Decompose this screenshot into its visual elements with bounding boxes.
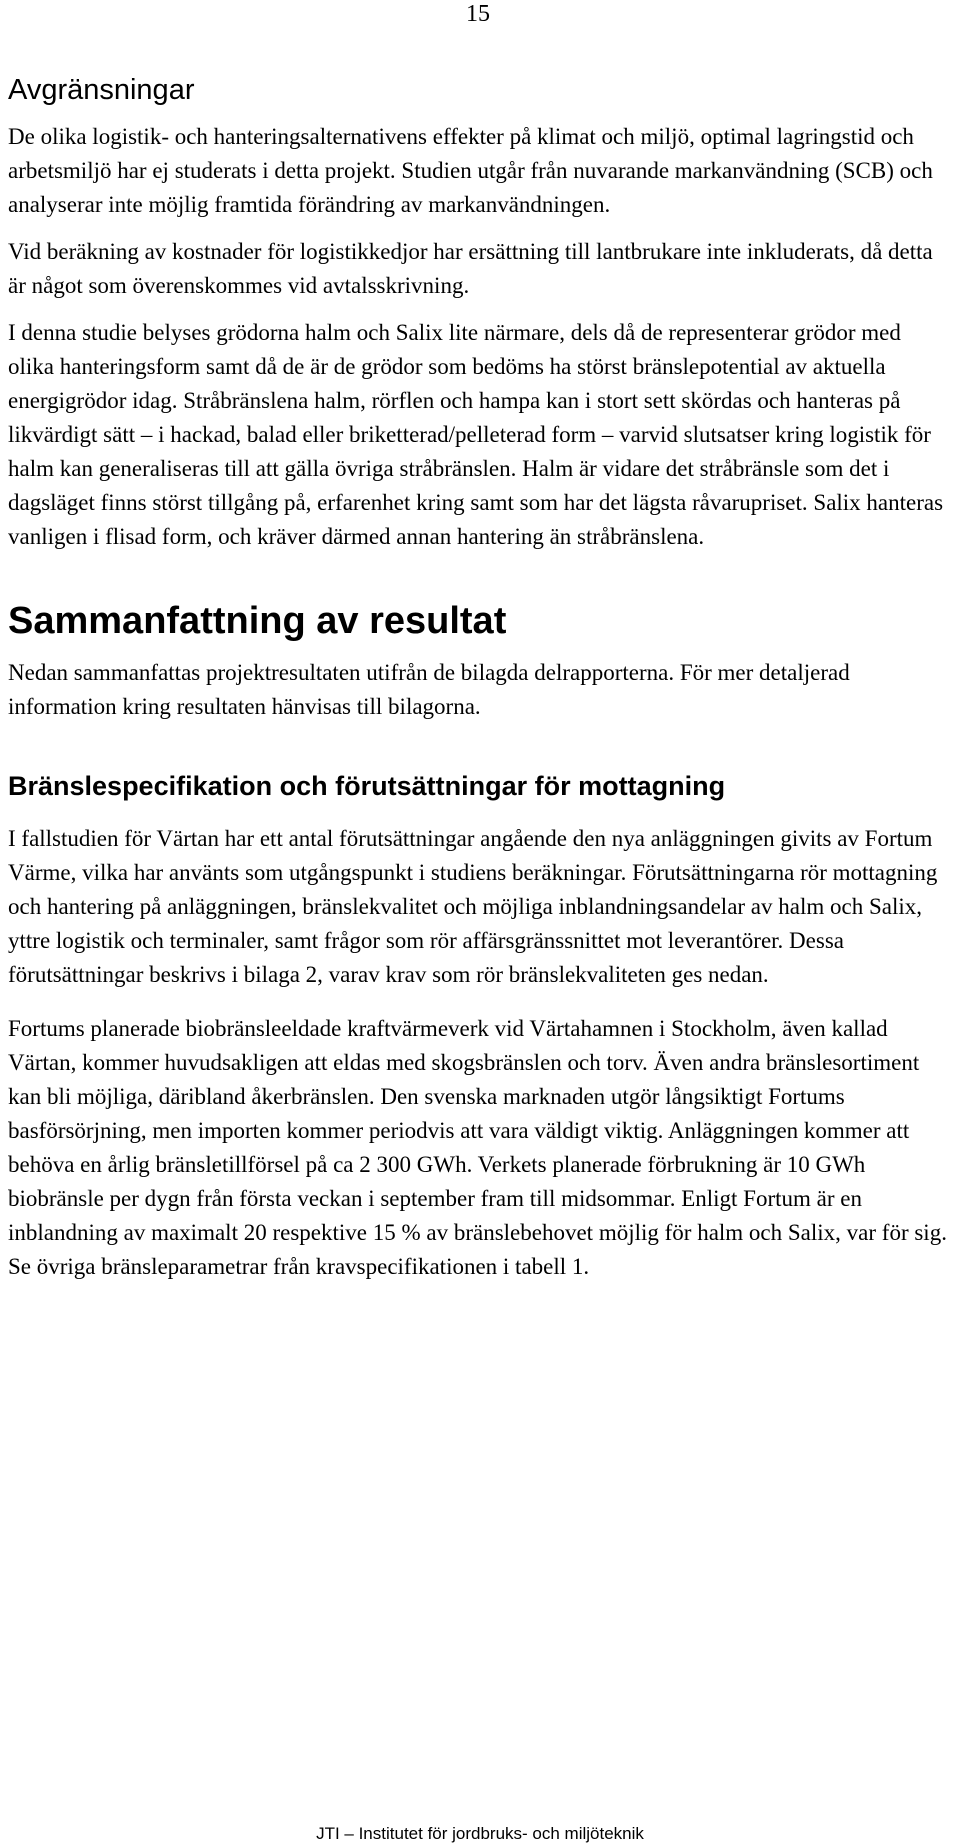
paragraph-bransle-2: Fortums planerade biobränsleeldade kraftvärmeverk vid Värtahamnen i Stockholm, även kallad Värtan, kommer huvudsakligen att eldas med skogsbränslen och torv. Även andra bränslesortiment kan bli möjliga, däribland åkerbränslen. Den svenska marknaden utgör långsiktigt Fortums basförsörjning, men importen kommer periodvis att vara väldigt viktig. Anläggningen kommer att behöva en årlig bränsletillförsel på ca 2 300 GWh. Verkets planerade förbrukning är 10 GWh biobränsle per dygn från första veckan i september fram till midsommar. Enligt Fortum är en inblandning av maximalt 20 respektive 15 % av bränslebehovet möjlig för halm och Salix, var för sig. Se övriga bränsleparametrar från kravspecifikationen i tabell 1.	[8, 1016, 947, 1279]
heading-sammanfattning: Sammanfattning av resultat	[8, 600, 507, 642]
page-content	[8, 72, 952, 1284]
page-footer: JTI – Institutet för jordbruks- och miljöteknik	[316, 1824, 644, 1843]
paragraph-avgransningar-3: I denna studie belyses grödorna halm och Salix lite närmare, dels då de representerar grödor med olika hanteringsform samt då de är de grödor som bedöms ha störst bränslepotential av aktuella energigrödor idag. Stråbränslena halm, rörflen och hampa kan i stort sett skördas och hanteras på likvärdigt sätt – i hackad, balad eller briketterad/pelleterad form – varvid slutsatser kring logistik för halm kan generaliseras till att gälla övriga stråbränslen. Halm är vidare det stråbränsle som det i dagsläget finns störst tillgång på, erfarenhet kring samt som har det lägsta råvarupriset. Salix hanteras vanligen i flisad form, och kräver därmed annan hantering än stråbränslena.	[8, 320, 944, 549]
heading-branslespecifikation: Bränslespecifikation och förutsättningar för mottagning	[8, 771, 726, 801]
paragraph-avgransningar-1: De olika logistik- och hanteringsalternativens effekter på klimat och miljö, optimal lagringstid och arbetsmiljö har ej studerats i detta projekt. Studien utgår från nuvarande markanvändning (SCB) och analyserar inte möjlig framtida förändring av markanvändningen.	[8, 124, 933, 217]
paragraph-avgransningar-2: Vid beräkning av kostnader för logistikkedjor har ersättning till lantbrukare inte inkluderats, då detta är något som överenskommes vid avtalsskrivning.	[8, 239, 933, 298]
page-number: 15	[466, 1, 490, 27]
heading-avgransningar: Avgränsningar	[8, 74, 195, 106]
paragraph-sammanfattning-1: Nedan sammanfattas projektresultaten utifrån de bilagda delrapporterna. För mer detaljerad information kring resultaten hänvisas till bilagorna.	[8, 660, 850, 719]
paragraph-bransle-1: I fallstudien för Värtan har ett antal förutsättningar angående den nya anläggningen givits av Fortum Värme, vilka har använts som utgångspunkt i studiens beräkningar. Förutsättningarna rör mottagning och hantering på anläggningen, bränslekvalitet och möjliga inblandningsandelar av halm och Salix, yttre logistik och terminaler, samt frågor som rör affärsgränssnittet mot leverantörer. Dessa förutsättningar beskrivs i bilaga 2, varav krav som rör bränslekvaliteten ges nedan.	[8, 826, 938, 987]
